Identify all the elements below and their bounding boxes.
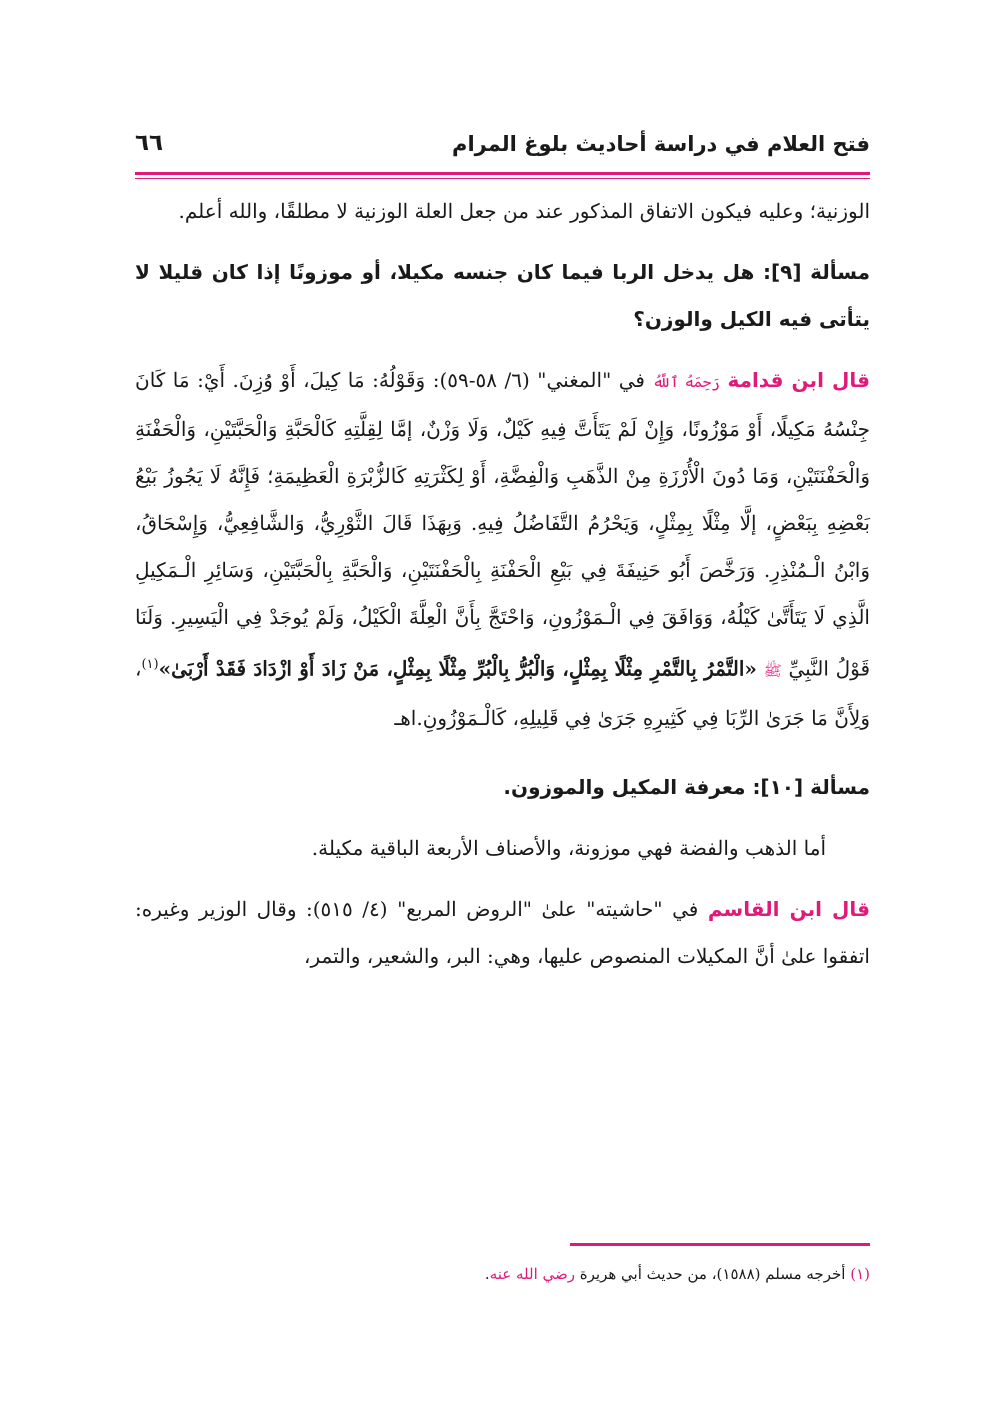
quote-text-part-a: وَقَوْلُهُ: مَا كِيلَ، أَوْ وُزِنَ. أَيْ: مَا كَانَ جِنْسُهُ مَكِيلًا، أَوْ مَوْزُونًا، وَإِنْ لَمْ يَتَأَتَّ فِيهِ كَيْلٌ، وَلَا وَزْنٌ، إمَّا لِقِلَّتِهِ كَالْحَبَّةِ وَالْحَبَّتَيْنِ، وَالْحَفْنَةِ وَالْحَفْنَتَيْنِ، وَمَا دُونَ الْأُرْزَةِ مِنْ الذَّهَبِ وَالْفِضَّةِ، أَوْ لِكَثْرَتِهِ كَالزُّبْرَةِ الْعَظِيمَةِ؛ فَإِنَّهُ لَا يَجُوزُ بَيْعُ بَعْضِهِ بِبَعْضٍ، إلَّا مِثْلًا بِمِثْلٍ، وَيَحْرُمُ التَّفَاضُلُ فِيهِ. وَبِهَذَا قَالَ الثَّوْرِيُّ، وَالشَّافِعِيُّ، وَإِسْحَاقُ، وَابْنُ الْـمُنْذِرِ. وَرَخَّصَ أَبُو حَنِيفَةَ فِي بَيْعِ الْحَفْنَةِ بِالْحَفْنَتَيْنِ، وَالْحَبَّةِ بِالْحَبَّتَيْنِ، وَسَائِرِ الْـمَكِيلِ الَّذِي لَا يَتَأَتَّىٰ كَيْلُهُ، وَوَافَقَ فِي الْـمَوْزُونِ، وَاحْتَجَّ بِأَنَّ الْعِلَّةَ الْكَيْلُ، وَلَمْ يُوجَدْ فِي الْيَسِيرِ. وَلَنَا قَوْلُ النَّبِيِّ [135,368,871,681]
reference-volume-page-2: (٤/ ٥١٥): [305,896,388,921]
footnote-1 [135,1262,870,1286]
question-9-label: مسألة [٩]: [763,260,870,284]
question-10-label: مسألة [١٠]: [752,774,870,799]
question-9-text: هل يدخل الربا فيما كان جنسه مكيلا، أو موزونًا إذا كان قليلا لا يتأتى فيه الكيل والوزن؟ [135,260,870,331]
footnote-text: أخرجه مسلم (١٥٨٨)، من حديث أبي هريرة [579,1265,846,1283]
question-9 [135,249,870,343]
footnote-divider [570,1243,870,1246]
hadith-text: «التَّمْرُ بِالتَّمْرِ مِثْلًا بِمِثْلٍ، وَالْبُرُّ بِالْبُرِّ مِثْلًا بِمِثْلٍ، مَنْ زَادَ أَوْ ازْدَادَ فَقَدْ أَرْبَىٰ» [158,656,757,681]
footnote-end: . [484,1265,490,1283]
prophet-honorific: ﷺ [763,661,782,680]
quote-text-part-b: ، وَلِأَنَّ مَا جَرَىٰ الرِّبَا فِي كَثِيرِهِ جَرَىٰ فِي قَلِيلِهِ، كَالْـمَوْزُونِ.اهـ [135,656,870,730]
question-10 [135,764,870,811]
footnote-number: (١) [850,1265,870,1283]
source-prefix-2: في [672,896,699,921]
speaker-ibn-qudama: قال ابن قدامة [727,368,870,392]
page-header [135,128,870,168]
source-prefix: في [618,368,645,392]
book-al-rawd-al-murbi: "الروض المربع" [397,896,532,921]
question-10-text: معرفة المكيل والموزون. [503,774,746,799]
reference-volume-page: (٦/ ٥٨-٥٩): [432,368,530,392]
quote-ibn-qudama [135,357,870,742]
honorific-rahimahullah: رَحِمَهُ ٱللَّهُ [652,373,720,391]
speaker-ibn-al-qasim: قال ابن القاسم [707,896,870,921]
quote-2-text: وقال الوزير وغيره: اتفقوا علىٰ أنَّ المكيلات المنصوص عليها، وهي: البر، والشعير، والتمر، [135,896,870,968]
book-title: فتح العلام في دراسة أحاديث بلوغ المرام [452,132,870,156]
header-rule-thick [135,172,870,175]
book-page [135,0,870,1418]
connector-ala: علىٰ [541,896,577,921]
book-al-mughni: "المغني" [537,368,612,392]
footnote-ref-1[interactable]: (١) [141,657,159,672]
paragraph-intro: الوزنية؛ وعليه فيكون الاتفاق المذكور عند من جعل العلة الوزنية لا مطلقًا، والله أعلم. [178,199,870,223]
page-body [135,188,870,980]
paragraph-gold-silver: أما الذهب والفضة فهي موزونة، والأصناف الأربعة الباقية مكيلة. [311,835,826,860]
quote-ibn-al-qasim [135,886,870,980]
header-rule-thin [135,178,870,179]
footnote-honorific: رضي الله عنه [489,1265,575,1283]
book-hashiyah: "حاشيته" [586,896,663,921]
page-number: ٦٦ [135,130,164,156]
